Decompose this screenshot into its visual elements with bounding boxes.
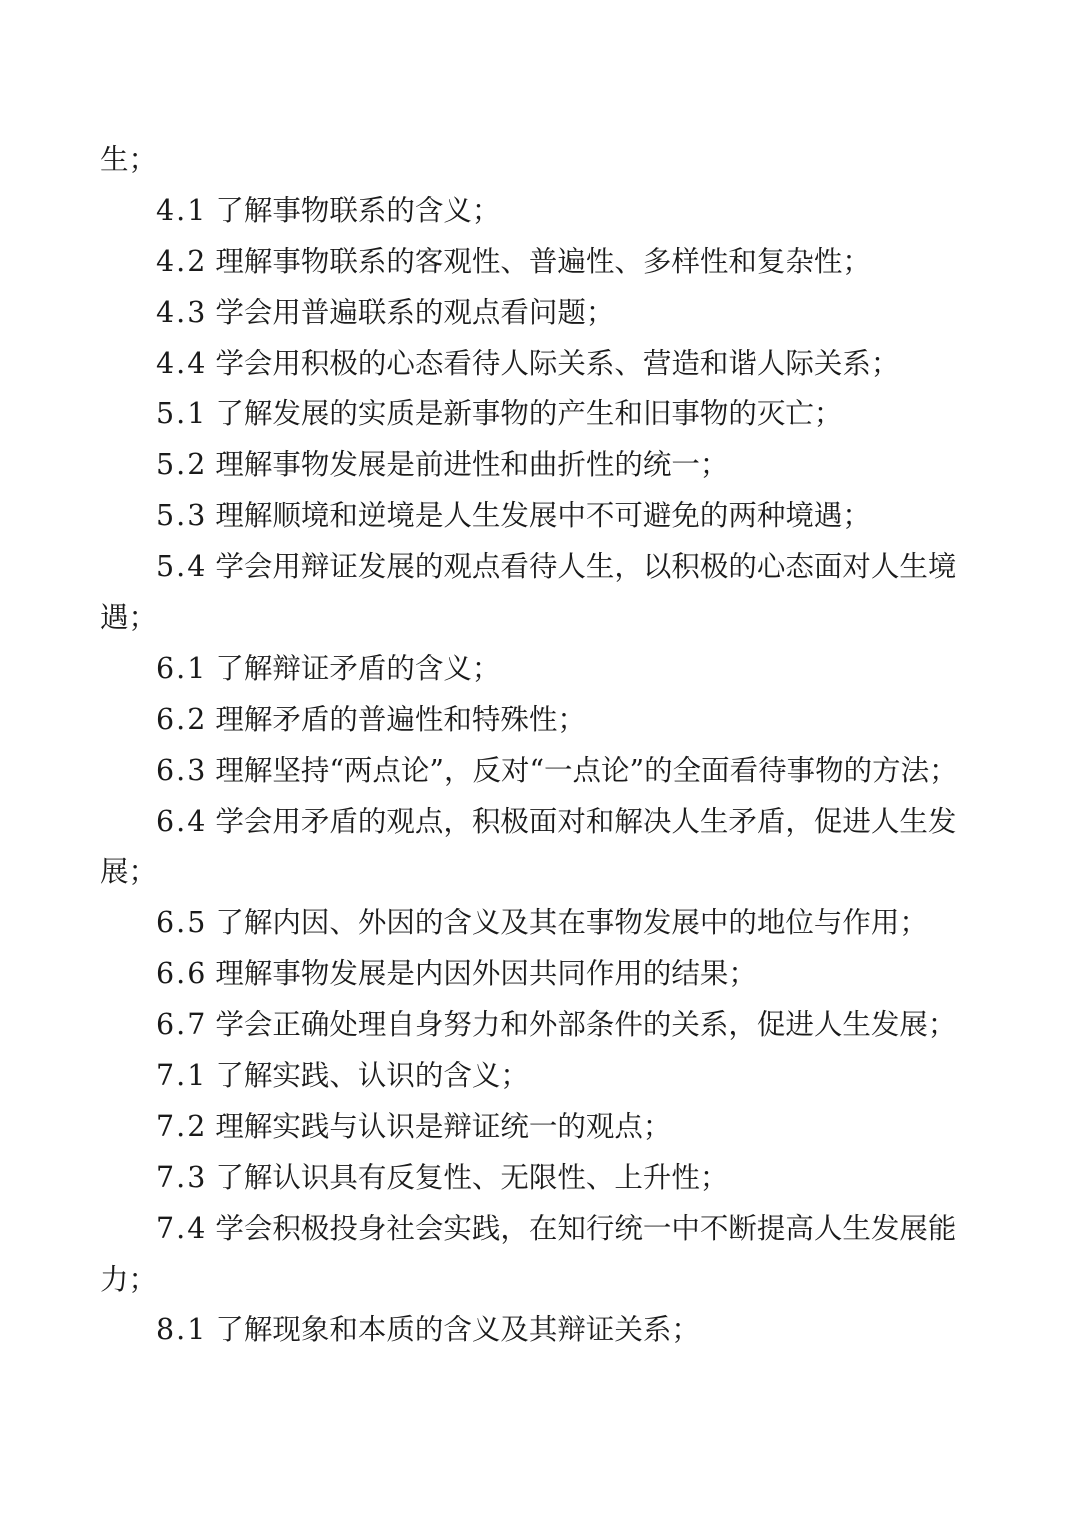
item-text: 了解事物联系的含义；	[215, 193, 501, 227]
item-number: 7.3	[156, 1160, 208, 1194]
item-number: 6.1	[156, 651, 208, 685]
item-text: 学会积极投身社会实践，在知行统一中不断提高人生发展能	[215, 1211, 957, 1245]
line-text: 展；	[100, 855, 158, 889]
item-number: 4.3	[156, 295, 208, 329]
item-number: 6.7	[156, 1008, 208, 1042]
item-number: 6.6	[156, 957, 208, 991]
item-text: 学会正确处理自身努力和外部条件的关系，促进人生发展；	[215, 1008, 957, 1042]
text-line-continuation	[100, 593, 982, 644]
text-line-continuation	[100, 135, 982, 186]
item-text: 理解事物发展是前进性和曲折性的统一；	[215, 448, 729, 482]
item-number: 7.4	[156, 1211, 208, 1245]
item-text: 学会用矛盾的观点，积极面对和解决人生矛盾，促进人生发	[215, 804, 957, 838]
item-number: 5.4	[156, 550, 208, 584]
list-item-6-1	[100, 644, 982, 695]
item-text: 理解矛盾的普遍性和特殊性；	[215, 702, 586, 736]
list-item-6-7	[100, 1000, 982, 1051]
item-number: 8.1	[156, 1313, 208, 1347]
list-item-6-4	[100, 797, 982, 848]
list-item-6-3	[100, 746, 982, 797]
item-text: 了解辩证矛盾的含义；	[215, 651, 501, 685]
item-number: 4.1	[156, 193, 208, 227]
item-text: 理解实践与认识是辩证统一的观点；	[215, 1109, 672, 1143]
list-item-7-4	[100, 1204, 982, 1255]
item-text: 学会用普遍联系的观点看问题；	[215, 295, 615, 329]
document-body	[100, 135, 982, 1356]
item-text: 理解顺境和逆境是人生发展中不可避免的两种境遇；	[215, 499, 871, 533]
list-item-4-3	[100, 288, 982, 339]
line-text: 生；	[100, 143, 158, 176]
item-number: 4.4	[156, 346, 208, 380]
list-item-5-3	[100, 491, 982, 542]
item-number: 6.2	[156, 702, 208, 736]
list-item-7-3	[100, 1153, 982, 1204]
item-number: 4.2	[156, 244, 208, 278]
item-number: 5.3	[156, 499, 208, 533]
item-text: 学会用辩证发展的观点看待人生，以积极的心态面对人生境	[215, 550, 957, 584]
list-item-7-1	[100, 1051, 982, 1102]
item-number: 7.1	[156, 1059, 208, 1093]
item-text: 理解坚持“两点论”，反对“一点论”的全面看待事物的方法；	[215, 753, 958, 787]
list-item-5-4	[100, 542, 982, 593]
item-number: 7.2	[156, 1109, 208, 1143]
item-number: 6.3	[156, 753, 208, 787]
item-text: 了解认识具有反复性、无限性、上升性；	[215, 1160, 729, 1194]
list-item-5-1	[100, 389, 982, 440]
item-text: 理解事物联系的客观性、普遍性、多样性和复杂性；	[215, 244, 871, 278]
list-item-8-1	[100, 1305, 982, 1356]
list-item-7-2	[100, 1102, 982, 1153]
list-item-6-6	[100, 949, 982, 1000]
line-text: 力；	[100, 1262, 158, 1296]
item-text: 了解现象和本质的含义及其辩证关系；	[215, 1313, 700, 1347]
item-text: 理解事物发展是内因外因共同作用的结果；	[215, 957, 757, 991]
text-line-continuation	[100, 847, 982, 898]
list-item-5-2	[100, 440, 982, 491]
list-item-6-2	[100, 695, 982, 746]
list-item-4-1	[100, 186, 982, 237]
item-text: 学会用积极的心态看待人际关系、营造和谐人际关系；	[215, 346, 900, 380]
list-item-6-5	[100, 898, 982, 949]
item-text: 了解内因、外因的含义及其在事物发展中的地位与作用；	[215, 906, 928, 940]
line-text: 遇；	[100, 601, 158, 635]
item-text: 了解发展的实质是新事物的产生和旧事物的灭亡；	[215, 397, 843, 431]
list-item-4-2	[100, 237, 982, 288]
item-text: 了解实践、认识的含义；	[215, 1059, 529, 1093]
item-number: 5.1	[156, 397, 208, 431]
list-item-4-4	[100, 339, 982, 390]
item-number: 6.5	[156, 906, 208, 940]
item-number: 5.2	[156, 448, 208, 482]
text-line-continuation	[100, 1255, 982, 1306]
item-number: 6.4	[156, 804, 208, 838]
